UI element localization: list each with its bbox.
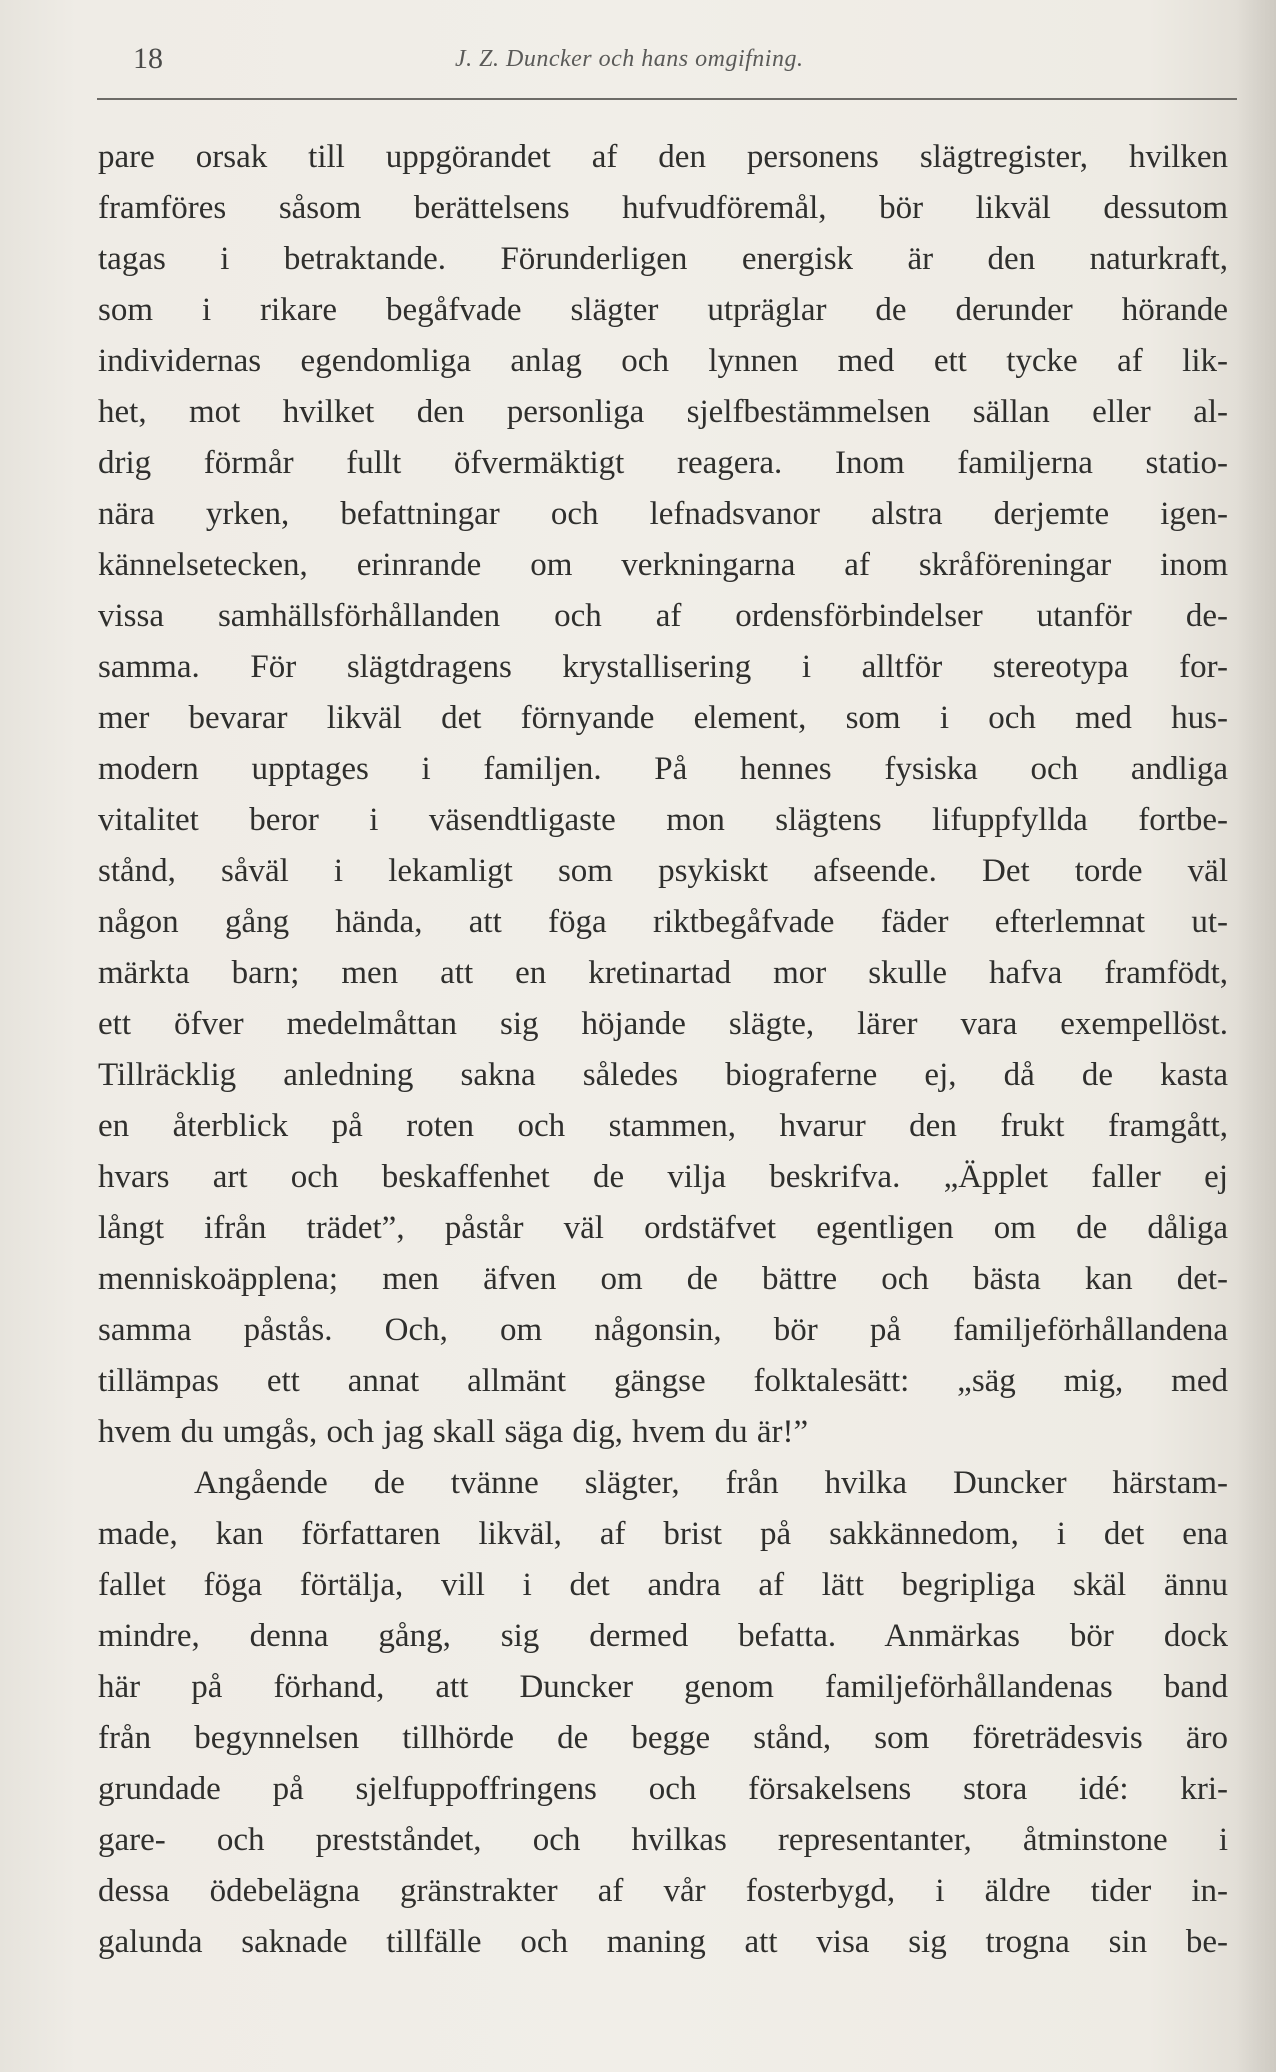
- text-line: tagas i betraktande. Förunderligen energisk är den naturkraft,: [98, 241, 1228, 277]
- text-line: samma påstås. Och, om någonsin, bör på familjeförhållandena: [98, 1312, 1228, 1348]
- text-line: menniskoäpplena; men äfven om de bättre och bästa kan det-: [98, 1261, 1228, 1297]
- text-line: kännelsetecken, erinrande om verkningarna af skråföreningar inom: [98, 547, 1228, 583]
- header-rule: [97, 98, 1237, 100]
- running-head: [0, 38, 1276, 78]
- text-line: modern upptages i familjen. På hennes fysiska och andliga: [98, 751, 1228, 787]
- text-line: nära yrken, befattningar och lefnadsvanor alstra derjemte igen-: [98, 496, 1228, 532]
- text-line: stånd, såväl i lekamligt som psykiskt afseende. Det torde väl: [98, 853, 1228, 889]
- text-line: långt ifrån trädet”, påstår väl ordstäfvet egentligen om de dåliga: [98, 1210, 1228, 1246]
- text-line-paragraph-end: hvem du umgås, och jag skall säga dig, hvem du är!”: [98, 1414, 809, 1450]
- text-line: samma. För slägtdragens krystallisering i alltför stereotypa for-: [98, 649, 1228, 685]
- running-title: J. Z. Duncker och hans omgifning.: [455, 46, 804, 72]
- text-line: gare- och prestståndet, och hvilkas representanter, åtminstone i: [98, 1822, 1228, 1858]
- text-line: fallet föga förtälja, vill i det andra af lätt begripliga skäl ännu: [98, 1567, 1228, 1603]
- text-line: vissa samhällsförhållanden och af ordensförbindelser utanför de-: [98, 598, 1228, 634]
- text-line: het, mot hvilket den personliga sjelfbestämmelsen sällan eller al-: [98, 394, 1228, 430]
- text-line: tillämpas ett annat allmänt gängse folktalesätt: „säg mig, med: [98, 1363, 1228, 1399]
- text-line: hvars art och beskaffenhet de vilja beskrifva. „Äpplet faller ej: [98, 1159, 1228, 1195]
- text-line: vitalitet beror i väsendtligaste mon slägtens lifuppfyllda fortbe-: [98, 802, 1228, 838]
- text-line: drig förmår fullt öfvermäktigt reagera. Inom familjerna statio-: [98, 445, 1228, 481]
- text-line: grundade på sjelfuppoffringens och försakelsens stora idé: kri-: [98, 1771, 1228, 1807]
- text-line-paragraph-start: Angående de tvänne slägter, från hvilka Duncker härstam-: [194, 1465, 1228, 1501]
- text-line: här på förhand, att Duncker genom familjeförhållandenas band: [98, 1669, 1228, 1705]
- text-line: som i rikare begåfvade slägter utpräglar de derunder hörande: [98, 292, 1228, 328]
- text-line: Tillräcklig anledning sakna således biograferne ej, då de kasta: [98, 1057, 1228, 1093]
- text-line: pare orsak till uppgörandet af den personens slägtregister, hvilken: [98, 139, 1228, 175]
- text-line: någon gång hända, att föga riktbegåfvade fäder efterlemnat ut-: [98, 904, 1228, 940]
- text-line: mer bevarar likväl det förnyande element, som i och med hus-: [98, 700, 1228, 736]
- body-text: [98, 132, 1228, 1968]
- text-line: framföres såsom berättelsens hufvudföremål, bör likväl dessutom: [98, 190, 1228, 226]
- text-line: dessa ödebelägna gränstrakter af vår fosterbygd, i äldre tider in-: [98, 1873, 1228, 1909]
- text-line: från begynnelsen tillhörde de begge stånd, som företrädesvis äro: [98, 1720, 1228, 1756]
- text-line: mindre, denna gång, sig dermed befatta. Anmärkas bör dock: [98, 1618, 1228, 1654]
- text-line: ett öfver medelmåttan sig höjande slägte, lärer vara exempellöst.: [98, 1006, 1228, 1042]
- text-line: märkta barn; men att en kretinartad mor skulle hafva framfödt,: [98, 955, 1228, 991]
- text-line: individernas egendomliga anlag och lynnen med ett tycke af lik-: [98, 343, 1228, 379]
- text-line: galunda saknade tillfälle och maning att visa sig trogna sin be-: [98, 1924, 1228, 1960]
- text-line: en återblick på roten och stammen, hvarur den frukt framgått,: [98, 1108, 1228, 1144]
- page-number: 18: [133, 42, 163, 75]
- page-edge-shadow: [1236, 0, 1276, 2072]
- text-line: made, kan författaren likväl, af brist på sakkännedom, i det ena: [98, 1516, 1228, 1552]
